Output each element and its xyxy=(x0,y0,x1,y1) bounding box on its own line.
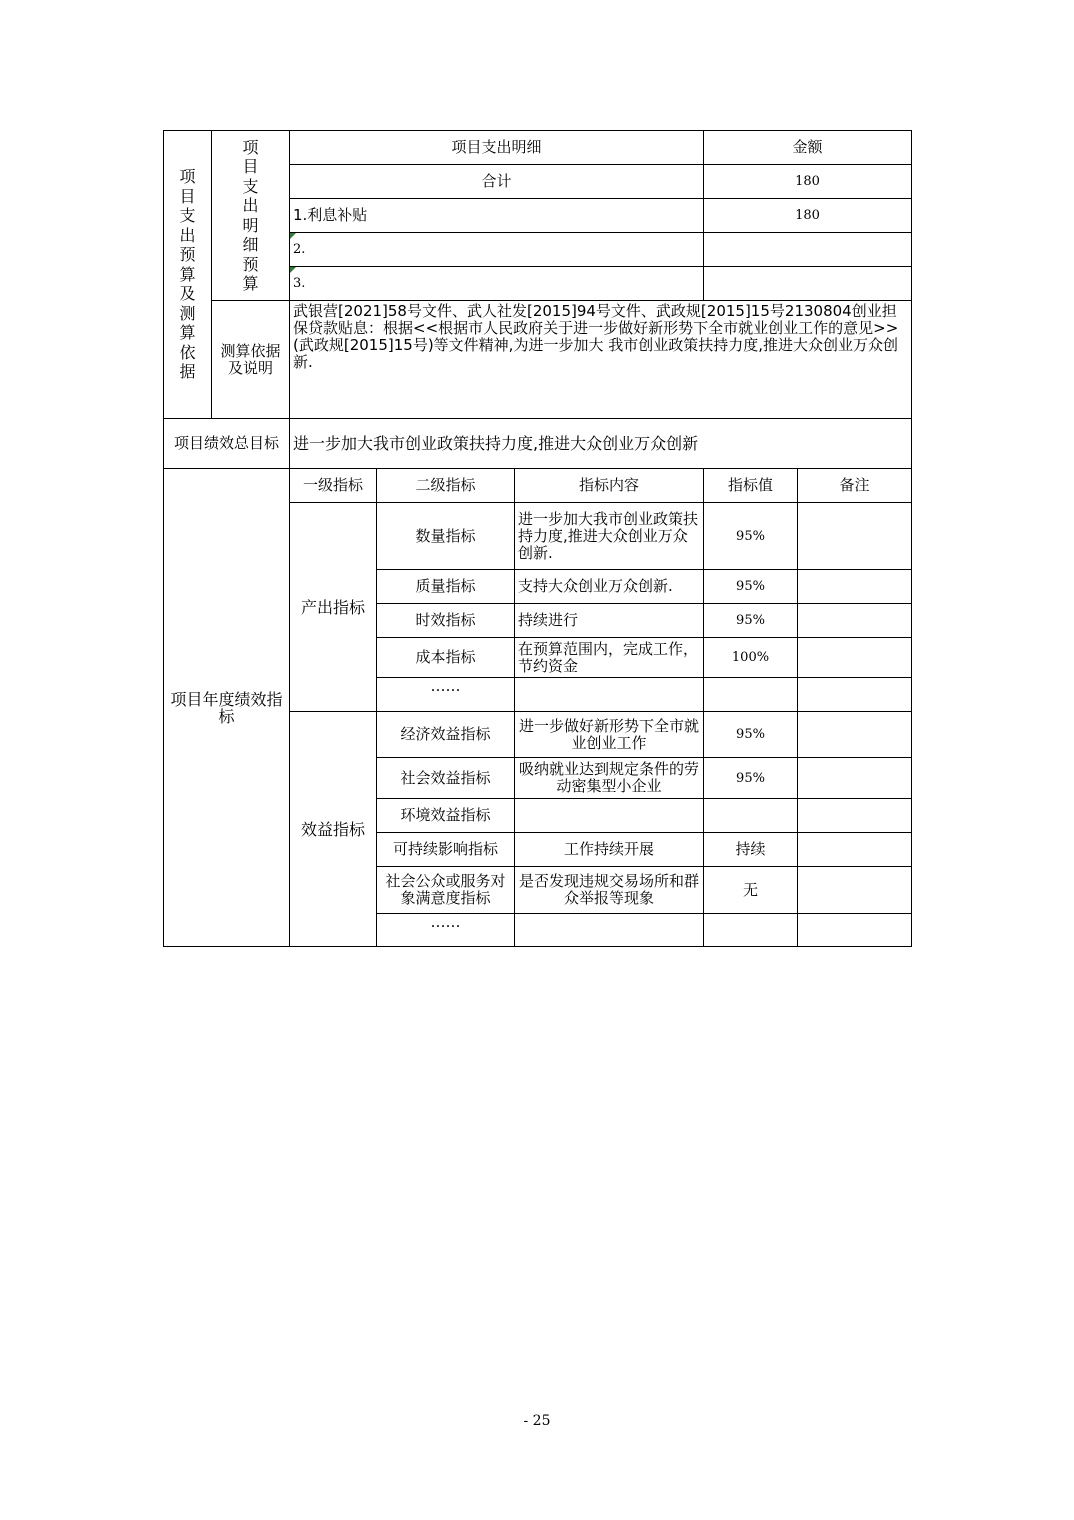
table-row-remark xyxy=(798,638,912,678)
header-content: 指标内容 xyxy=(515,469,704,503)
basis-text: 武银营[2021]58号文件、武人社发[2015]94号文件、武政规[2015]15号2130804创业担保贷款贴息：根据<<根据市人民政府关于进一步做好新形势下全市就业创业工作的意见>>(武政规[2015]15号)等文件精神,为进一步加大 我市创业政策扶持力度,推进大众创业万众创新. xyxy=(290,301,912,419)
budget-outer-label: 项目支出预算及测算依据 xyxy=(164,131,212,419)
header-remark: 备注 xyxy=(798,469,912,503)
table-row-content: 在预算范围内，完成工作，节约资金 xyxy=(515,638,704,678)
table-row-content: 进一步做好新形势下全市就业创业工作 xyxy=(515,712,704,758)
table-row-value: 100% xyxy=(704,638,798,678)
indicators-table xyxy=(163,468,912,947)
total-amount: 180 xyxy=(704,165,912,199)
item-3-amount xyxy=(704,267,912,301)
header-value: 指标值 xyxy=(704,469,798,503)
table-row-level2: 成本指标 xyxy=(377,638,515,678)
detail-budget-label: 项目支出明细预算 xyxy=(212,131,290,301)
table-row-level2: …… xyxy=(377,678,515,712)
table-row-content: 支持大众创业万众创新. xyxy=(515,570,704,604)
item-2-amount xyxy=(704,233,912,267)
table-row-level2: 质量指标 xyxy=(377,570,515,604)
table-row-remark xyxy=(798,833,912,867)
table-row-remark xyxy=(798,799,912,833)
table-row-level2: 时效指标 xyxy=(377,604,515,638)
item-1-amount: 180 xyxy=(704,199,912,233)
table-row-content: 工作持续开展 xyxy=(515,833,704,867)
table-row-value xyxy=(704,914,798,947)
table-row-level2: 环境效益指标 xyxy=(377,799,515,833)
total-label: 合计 xyxy=(290,165,704,199)
table-row-level2: 可持续影响指标 xyxy=(377,833,515,867)
table-row-level2: 社会效益指标 xyxy=(377,758,515,799)
header-level2: 二级指标 xyxy=(377,469,515,503)
item-3-name: 3. xyxy=(290,267,704,301)
table-row-remark xyxy=(798,570,912,604)
table-row-remark xyxy=(798,758,912,799)
table-row-remark xyxy=(798,867,912,914)
goal-text: 进一步加大我市创业政策扶持力度,推进大众创业万众创新 xyxy=(290,419,912,469)
table-row-value: 95% xyxy=(704,712,798,758)
table-row-value: 95% xyxy=(704,503,798,570)
table-row-value xyxy=(704,678,798,712)
table-row-remark xyxy=(798,914,912,947)
table-row-content xyxy=(515,799,704,833)
basis-label: 测算依据及说明 xyxy=(212,301,290,419)
goal-label: 项目绩效总目标 xyxy=(164,419,290,469)
item-1-name: 1.利息补贴 xyxy=(290,199,704,233)
table-row-remark xyxy=(798,678,912,712)
table-row-content: 吸纳就业达到规定条件的劳动密集型小企业 xyxy=(515,758,704,799)
table-row-content xyxy=(515,678,704,712)
table-row-value: 持续 xyxy=(704,833,798,867)
table-row-value: 95% xyxy=(704,604,798,638)
table-row-value: 95% xyxy=(704,758,798,799)
table-row-value xyxy=(704,799,798,833)
header-amount: 金额 xyxy=(704,131,912,165)
table-row-remark xyxy=(798,604,912,638)
table-row-remark xyxy=(798,712,912,758)
page-number: - 25 xyxy=(523,1413,551,1429)
budget-table xyxy=(163,130,912,469)
table-row-level2: 社会公众或服务对象满意度指标 xyxy=(377,867,515,914)
table-row-level2: 经济效益指标 xyxy=(377,712,515,758)
table-row-level2: 数量指标 xyxy=(377,503,515,570)
benefit-label: 效益指标 xyxy=(290,712,377,947)
table-row-content: 持续进行 xyxy=(515,604,704,638)
table-row-level2: …… xyxy=(377,914,515,947)
item-2-name: 2. xyxy=(290,233,704,267)
output-label: 产出指标 xyxy=(290,503,377,712)
table-row-value: 95% xyxy=(704,570,798,604)
header-detail: 项目支出明细 xyxy=(290,131,704,165)
table-row-content xyxy=(515,914,704,947)
indicators-section-label: 项目年度绩效指标 xyxy=(164,469,290,947)
table-row-remark xyxy=(798,503,912,570)
table-row-value: 无 xyxy=(704,867,798,914)
table-row-content: 是否发现违规交易场所和群众举报等现象 xyxy=(515,867,704,914)
header-level1: 一级指标 xyxy=(290,469,377,503)
table-row-content: 进一步加大我市创业政策扶持力度,推进大众创业万众创新. xyxy=(515,503,704,570)
